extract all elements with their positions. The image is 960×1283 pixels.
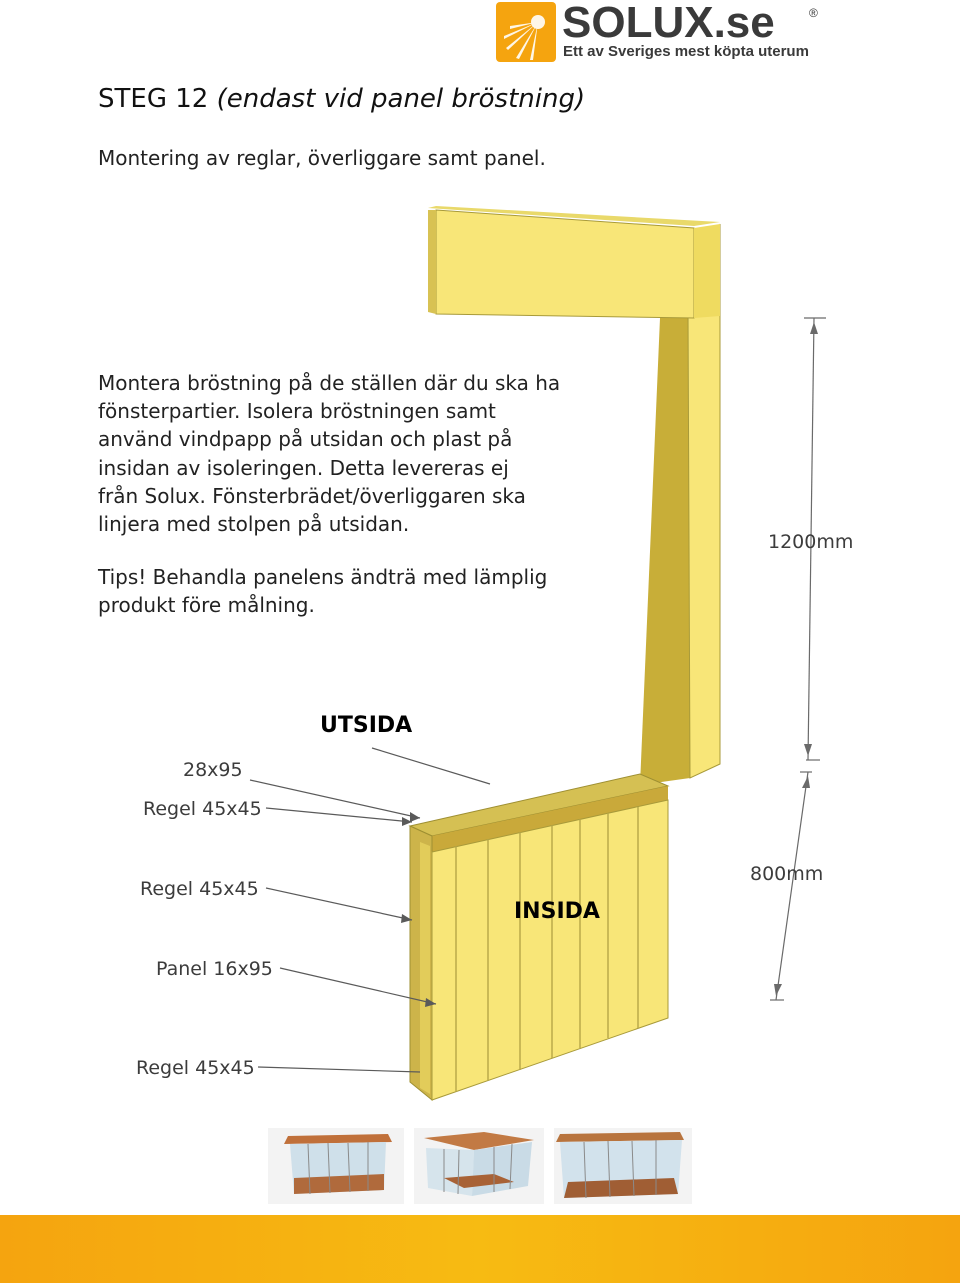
- callout-sill: 28x95: [183, 759, 243, 781]
- dimension-lines: [770, 318, 826, 1000]
- step-subtitle: Montering av reglar, överliggare samt panel.: [98, 146, 546, 170]
- sunroom-photo-1: [268, 1128, 404, 1204]
- brand-name: SOLUX.se: [562, 0, 775, 47]
- header-board-front: [436, 210, 694, 318]
- step-title-note: (endast vid panel bröstning): [216, 84, 586, 114]
- callout-regel-top: Regel 45x45: [143, 798, 262, 820]
- inside-label: INSIDA: [514, 899, 600, 924]
- instructions-body: Montera bröstning på de ställen där du ska ha fönsterpartier. Isolera bröstningen samt använd vindpapp på utsidan och plast på insidan av isoleringen. Detta levereras ej från Solux. Fönsterbrädet/överliggaren ska linjera med stolpen på utsidan.: [98, 371, 561, 537]
- instructions-tips: Tips! Behandla panelens ändträ med lämplig produkt före målning.: [98, 565, 548, 618]
- callout-regel-bottom: Regel 45x45: [136, 1057, 255, 1079]
- footer-accent-bar: [0, 1215, 960, 1283]
- brand-tagline: Ett av Sveriges mest köpta uterum: [563, 43, 809, 60]
- dimension-lower-label: 800mm: [750, 863, 824, 885]
- header-board-end: [694, 224, 720, 318]
- callout-regel-mid: Regel 45x45: [140, 878, 259, 900]
- step-number: STEG 12: [98, 84, 209, 114]
- sunroom-photo-3: [554, 1128, 692, 1204]
- regel-inner-strip: [420, 842, 430, 1094]
- header-board-edge: [428, 210, 436, 314]
- callout-panel: Panel 16x95: [156, 958, 273, 980]
- product-thumbnails: [268, 1128, 692, 1204]
- registered-mark: ®: [809, 6, 818, 20]
- dimension-upper-label: 1200mm: [768, 531, 854, 553]
- sunroom-photo-2: [414, 1128, 544, 1204]
- outside-label: UTSIDA: [320, 713, 413, 738]
- panel-front: [432, 800, 668, 1100]
